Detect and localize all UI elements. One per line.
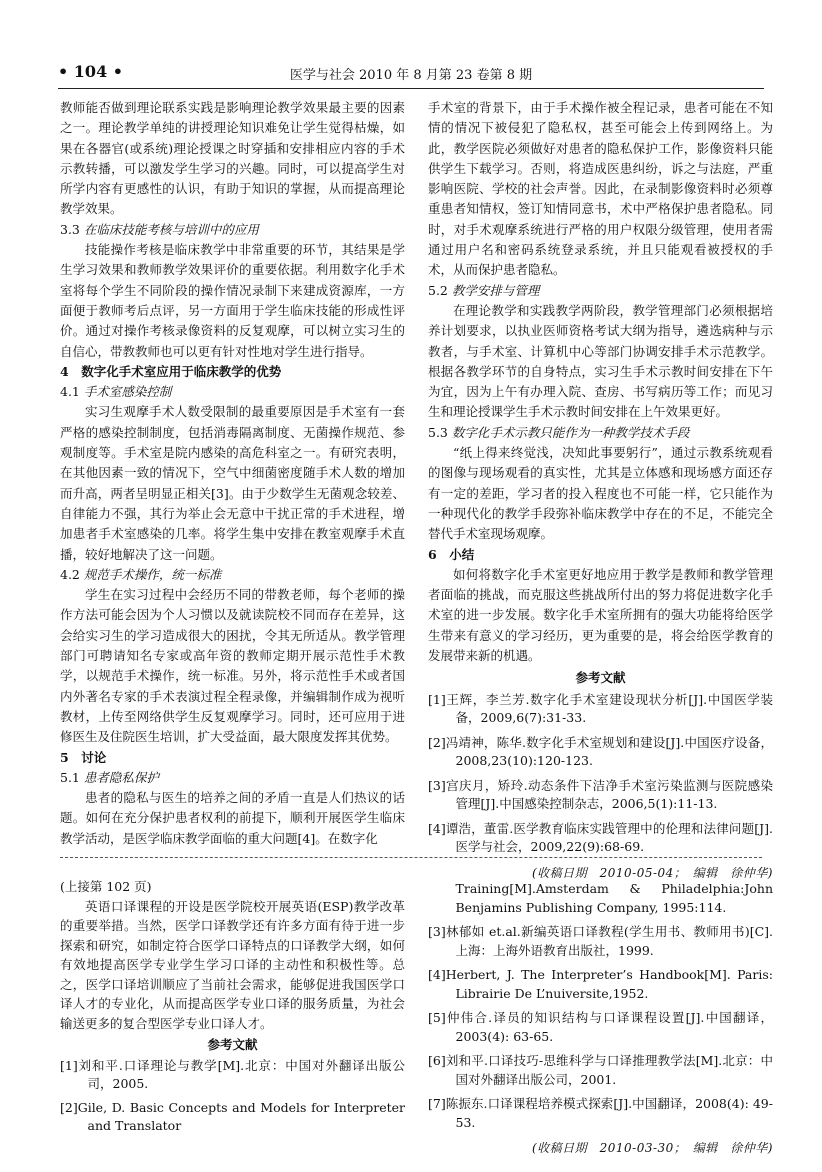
references-heading: 参考文献 [207,1037,258,1052]
page-header [58,62,764,86]
paragraph: 英语口译课程的开设是医学院校开展英语(ESP)教学改革的重要举措。当然，医学口译教学还有许多方面有待于进一步探索和研究，如制定符合医学口译特点的口译教学大纲，如何有效地提高医学专业学生学习口译的主动性和积极性等。总之，医学口译培训顺应了当前社会需求，能够促进我国医学口译人才的专业化，从而提高医学专业口译的服务质量，为社会输送更多的复合型医学专业口译人才。 [60,898,405,1031]
reference-item: [6]刘和平.口译技巧-思维科学与口译推理教学法[M].北京：中国对外翻译出版公司，2001. [428,1053,773,1087]
bottom-right-column [428,880,773,1158]
left-column [60,98,405,849]
paragraph: 手术室的背景下，由于手术操作被全程记录，患者可能在不知情的情况下被侵犯了隐私权，甚至可能会上传到网络上。为此，教学医院必须做好对患者的隐私保护工作，影像资料只能供学生下载学习。否则，将造成医患纠纷，诉之与法庭，严重影响医院、学校的社会声誉。因此，在录制影像资料时必须尊重患者知情权，签订知情同意书，术中严格保护患者隐私。同时，对手术观摩系统进行严格的用户权限分级管理，使用者需通过用户名和密码系统登录系统，并且只能观看被授权的手术，从而保护患者隐私。 [428,100,773,278]
reference-item: [3]林郁如 et.al.新编英语口译教程(学生用书、教师用书)[C].上海：上海外语教育出版社，1999. [428,924,773,958]
section-heading-4-2: 4.2 规范手术操作，统一标准 [60,566,222,582]
paragraph: 实习生观摩手术人数受限制的最重要原因是手术室有一套严格的感染控制制度，包括消毒隔离制度、无菌操作规范、参观制度等。手术室是院内感染的高危科室之一。有研究表明，在其他因素一致的情况下，空气中细菌密度随手术人数的增加而升高，两者呈明显正相关[3]。由于少数学生无菌观念较差、自律能力不强，其行为举止会无意中干扰正常的手术进程，增加患者手术室感染的几率。将学生集中安排在教室观摩手术直播，较好地解决了这一问题。 [60,404,405,562]
received-date: (收稿日期 2010-03-30； 编辑 徐仲华) [531,1141,773,1155]
paragraph: 教师能否做到理论联系实践是影响理论教学效果最主要的因素之一。理论教学单纯的讲授理论知识难免让学生觉得枯燥，如果在各器官(或系统)理论授课之时穿插和安排相应内容的手术示教转播，可以激发学生学习的兴趣。同时，可以提高学生对所学内容有更感性的认识，有助于知识的掌握，从而提高理论教学效果。 [60,100,405,217]
page-number: • 104 • [58,62,123,81]
section-heading-5-1: 5.1 患者隐私保护 [60,769,159,785]
header-rule [58,88,764,89]
section-heading-4-1: 4.1 手术室感染控制 [60,384,172,400]
reference-item: [7]陈振东.口译课程培养模式探索[J].中国翻译，2008(4): 49-53. [428,1096,773,1130]
paragraph: 学生在实习过程中会经历不同的带教老师，每个老师的操作方法可能会因为个人习惯以及就读院校不同而存在差异，这会给实习生的学习造成很大的困扰，令其无所适从。教学管理部门可聘请知名专家或高年资的教师定期开展示范性手术教学，以规范手术操作，统一标准。另外，将示范性手术或者国内外著名专家的手术表演过程全程录像，并编辑制作成为视听教材，上传至网络供学生反复观摩学习。同时，还可应用于进修医生及住院医生培训，扩大受益面，最大限度发挥其优势。 [60,587,405,745]
section-heading-5-3: 5.3 数字化手术示教只能作为一种教学技术手段 [428,424,690,440]
paragraph: 技能操作考核是临床教学中非常重要的环节，其结果是学生学习效果和教师教学效果评价的重要依据。利用数字化手术室将每个学生不同阶段的操作情况录制下来建成资源库，一方面便于教师考后点评，另一方面用于学生临床技能的形成性评价。通过对操作考核录像资料的反复观摩，可以树立实习生的自信心，带教教师也可以更有针对性地对学生进行指导。 [60,242,405,359]
right-column [428,98,773,883]
reference-item-continued: Training[M].Amsterdam & Philadelphia:John Benjamins Publishing Company, 1995:114. [455,881,773,915]
reference-item: [1]王辉，李兰芳.数字化手术室建设现状分析[J].中国医学装备，2009,6(7):31-33. [428,691,773,726]
section-heading-6: 6 小结 [428,546,475,562]
reference-item: [1]刘和平.口译理论与教学[M].北京：中国对外翻译出版公司，2005. [60,1057,405,1091]
received-date: (收稿日期 2010-05-04； 编辑 徐仲华) [531,865,773,880]
reference-item: [2]冯靖神，陈华.数字化手术室规划和建设[J].中国医疗设备，2008,23(10):120-123. [428,734,773,769]
references-heading: 参考文献 [575,670,626,686]
reference-item: [3]宫庆月，矫玲.动态条件下洁净手术室污染监测与医院感染管理[J].中国感染控制杂志，2006,5(1):11-13. [428,777,773,812]
journal-title: 医学与社会 2010 年 8 月第 23 卷第 8 期 [289,68,533,83]
bottom-left-column [60,877,405,1141]
section-heading-5: 5 讨论 [60,749,107,765]
reference-item: [2]Gile, D. Basic Concepts and Models for Interpreter and Translator [60,1099,405,1133]
paragraph: 如何将数字化手术室更好地应用于教学是教师和教学管理者面临的挑战，而克服这些挑战所付出的努力将促进数字化手术室的进一步发展。数字化手术室所拥有的强大功能将给医学生带来有意义的学习经历，更为重要的是，将会给医学教育的发展带来新的机遇。 [428,566,773,664]
reference-item: [5]仲伟合.译员的知识结构与口译课程设置[J].中国翻译，2003(4): 63-65. [428,1010,773,1044]
dashed-separator [60,857,762,858]
continued-note: (上接第 102 页) [60,879,152,894]
reference-item: [4]谭浩，董雷.医学教育临床实践管理中的伦理和法律问题[J].医学与社会，2009,22(9):68-69. [428,820,773,855]
section-heading-4: 4 数字化手术室应用于临床教学的优势 [60,363,282,379]
paragraph: 在理论教学和实践教学两阶段，教学管理部门必须根据培养计划要求，以执业医师资格考试大纲为指导，遴选病种与示教者，与手术室、计算机中心等部门协调安排手术示范教学。根据各教学环节的自身特点，实习生手术示教时间安排在下午为宜，因为上午有办理入院、查房、书写病历等工作；而见习生和理论授课学生手术示教时间安排在上午效果更好。 [428,302,773,420]
reference-item: [4]Herbert, J. The Interpreter’s Handbook[M]. Paris: Librairie De L’nuiversite,1952. [428,967,773,1001]
paragraph: “纸上得来终觉浅，决知此事要躬行”，通过示教系统观看的图像与现场观看的真实性，尤其是立体感和现场感方面还存有一定的差距，学习者的投入程度也不可能一样，它只能作为一种现代化的教学手段弥补临床教学中存在的不足，不能完全替代手术室现场观摩。 [428,445,773,542]
section-heading-5-2: 5.2 教学安排与管理 [428,282,540,298]
section-heading-3-3: 3.3 在临床技能考核与培训中的应用 [60,221,259,237]
paragraph: 患者的隐私与医生的培养之间的矛盾一直是人们热议的话题。如何在充分保护患者权利的前提下，顺利开展医学生临床教学活动，是医学临床教学面临的重大问题[4]。在数字化 [60,790,405,846]
